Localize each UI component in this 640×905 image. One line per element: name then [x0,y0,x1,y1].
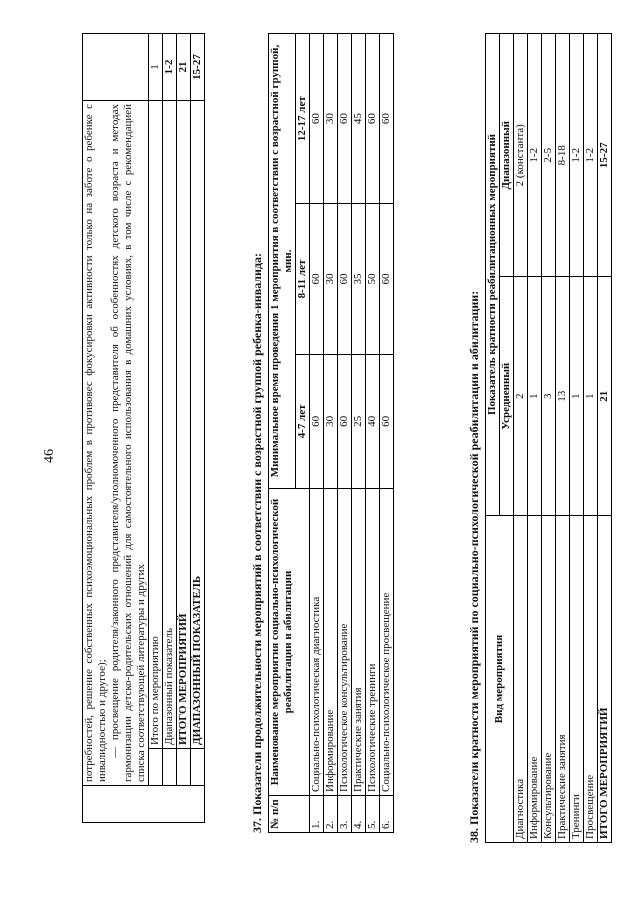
table-row [570,33,584,842]
row-value: 60 [338,354,352,488]
table-row [352,33,366,832]
row-value: 30 [324,354,338,488]
row-range: 1-2 [528,33,542,277]
row-name: Психологические тренинги [366,488,380,795]
row-value: 1-2 [163,33,177,100]
total-range: 15-27 [598,33,612,277]
row-value: 60 [310,203,324,353]
total-avg: 21 [598,277,612,516]
row-avg: 3 [542,277,556,516]
continuation-paragraph-2: — просвещение родителя/законного представителя/уполномоченного представителя об особенностях детского возраста и методах гармонизации детско-родительских отношений для самостоятельного использования в домашних условиях, в том числе с рекомендацией списка соответствующей литературы и других [109,103,147,782]
row-name: Информирование [324,488,338,795]
row-value: 60 [380,33,394,203]
duration-table [268,33,394,833]
table-row [177,33,191,822]
row-avg: 1 [570,277,584,516]
col-avg-header: Усредненный [500,277,514,516]
col-group-header: Показатель кратности реабилитационных мероприятий [486,33,500,515]
row-value: 35 [352,203,366,353]
total-row [598,33,612,842]
page-number: 46 [42,448,57,463]
row-name: Информирование [528,515,542,842]
section-38-caption: 38. Показатели кратности мероприятий по социально-психологической реабилитации и абилитации: [467,290,481,843]
row-value: 60 [310,33,324,203]
row-name: Диагностика [514,515,528,842]
row-label: ИТОГО МЕРОПРИЯТИЙ [177,100,191,748]
row-avg: 1 [584,277,598,516]
row-name: Практические занятия [556,515,570,842]
frequency-table [485,33,612,843]
row-range: 2 (константа) [514,33,528,277]
table-row [191,33,205,822]
row-value: 45 [352,33,366,203]
table-row [366,33,380,832]
row-value: 40 [366,354,380,488]
row-num: 2. [324,795,338,832]
row-name: Психологическое консультирование [338,488,352,795]
row-range: 8-18 [556,33,570,277]
row-value: 60 [338,203,352,353]
row-avg: 1 [528,277,542,516]
table-row [163,33,177,822]
age-group-header: 4-7 лет [296,354,310,488]
row-value: 21 [177,33,191,100]
table-row [338,33,352,832]
age-group-header: 8-11 лет [296,203,310,353]
table-row [542,33,556,842]
row-value: 1 [149,33,163,100]
row-value: 25 [352,354,366,488]
section-37-caption: 37. Показатели продолжительности мероприятий в соответствии с возрастной группой ребенка-инвалида: [250,252,264,833]
table-row [528,33,542,842]
col-num-header: № п/п [269,795,310,832]
row-name: Социально-психологическое просвещение [380,488,394,795]
row-num: 3. [338,795,352,832]
row-value: 60 [380,203,394,353]
row-name: Социально-психологическая диагностика [310,488,324,795]
rotated-page [40,23,610,883]
row-value: 60 [310,354,324,488]
row-range: 1-2 [570,33,584,277]
row-value: 60 [366,33,380,203]
table-row [556,33,570,842]
row-name: Консультирование [542,515,556,842]
table-row [149,33,163,822]
row-label: ДИАПАЗОННЫЙ ПОКАЗАТЕЛЬ [191,100,205,748]
row-value: 30 [324,33,338,203]
row-name: Просвещение [584,515,598,842]
row-range: 1-2 [584,33,598,277]
table-row [514,33,528,842]
col-range-header: Диапазонный [500,33,514,277]
row-num: 1. [310,795,324,832]
col-time-header: Минимальное время проведения 1 мероприятия в соответствии с возрастной группой, мин. [269,33,296,488]
table-row [310,33,324,832]
table-row [324,33,338,832]
col-name-header: Наименование мероприятия социально-психологической реабилитации и абилитации [269,488,310,795]
continuation-paragraph-1: потребностей, решение собственных психоэмоциональных проблем в противовес фокусировки активности только на заботе о ребенке с инвалидностью и другое); [83,103,108,782]
continuation-table [82,33,205,823]
row-name: Практические занятия [352,488,366,795]
row-avg: 13 [556,277,570,516]
row-range: 2-5 [542,33,556,277]
row-num: 5. [366,795,380,832]
row-value: 15-27 [191,33,205,100]
row-label: Итого по мероприятию [149,100,163,748]
row-name: Тренинги [570,515,584,842]
row-num: 6. [380,795,394,832]
col-kind-header: Вид мероприятия [486,515,514,842]
row-num: 4. [352,795,366,832]
row-label: Диапазонный показатель [163,100,177,748]
row-value: 60 [380,354,394,488]
total-name: ИТОГО МЕРОПРИЯТИЙ [598,515,612,842]
age-group-header: 12-17 лет [296,33,310,203]
row-value: 30 [324,203,338,353]
row-value: 60 [338,33,352,203]
table-row [584,33,598,842]
row-value: 50 [366,203,380,353]
row-avg: 2 [514,277,528,516]
table-row [380,33,394,832]
continuation-text [83,100,149,785]
